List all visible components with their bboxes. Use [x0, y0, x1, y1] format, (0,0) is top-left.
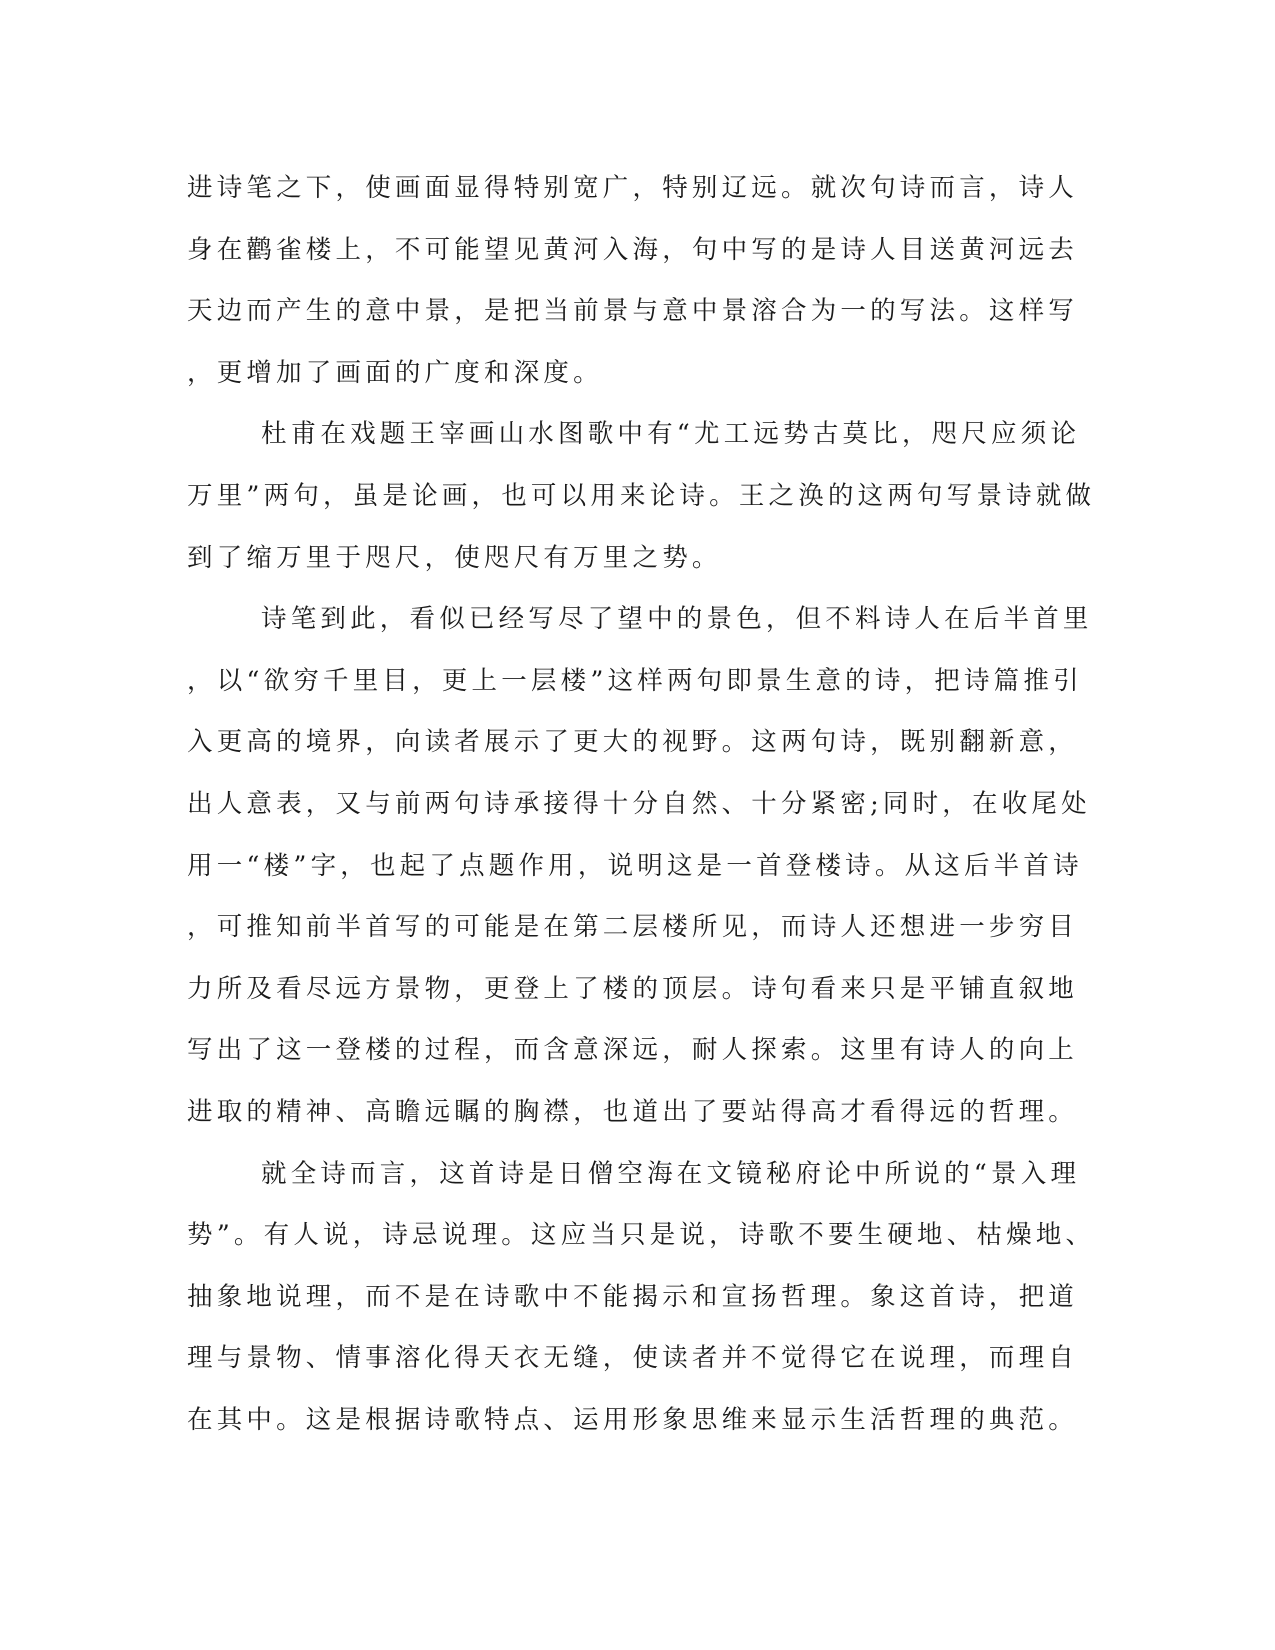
text-line: 抽象地说理，而不是在诗歌中不能揭示和宣扬哲理。象这首诗，把道	[187, 1281, 1079, 1312]
text-line: ，以“欲穷千里目，更上一层楼”这样两句即景生意的诗，把诗篇推引	[187, 665, 1083, 696]
text-line: ，可推知前半首写的可能是在第二层楼所见，而诗人还想进一步穷目	[187, 912, 1079, 943]
text-line: 入更高的境界，向读者展示了更大的视野。这两句诗，既别翻新意，	[187, 727, 1079, 758]
text-line: 理与景物、情事溶化得天衣无缝，使读者并不觉得它在说理，而理自	[187, 1343, 1079, 1374]
text-line: 进取的精神、高瞻远瞩的胸襟，也道出了要站得高才看得远的哲理。	[187, 1096, 1079, 1127]
text-line: 身在鹳雀楼上，不可能望见黄河入海，句中写的是诗人目送黄河远去	[187, 234, 1079, 265]
text-line: 就全诗而言，这首诗是日僧空海在文镜秘府论中所说的“景入理	[261, 1158, 1081, 1189]
text-line: 用一“楼”字，也起了点题作用，说明这是一首登楼诗。从这后半首诗	[187, 850, 1083, 881]
text-line: 势”。有人说，诗忌说理。这应当只是说，诗歌不要生硬地、枯燥地、	[187, 1220, 1096, 1251]
text-line: 杜甫在戏题王宰画山水图歌中有“尤工远势古莫比，咫尺应须论	[261, 419, 1081, 450]
text-line: 到了缩万里于咫尺，使咫尺有万里之势。	[187, 542, 722, 573]
text-line: 万里”两句，虽是论画，也可以用来论诗。王之涣的这两句写景诗就做	[187, 480, 1096, 511]
text-line: 进诗笔之下，使画面显得特别宽广，特别辽远。就次句诗而言，诗人	[187, 173, 1079, 203]
text-line: ，更增加了画面的广度和深度。	[187, 357, 603, 388]
text-line: 天边而产生的意中景，是把当前景与意中景溶合为一的写法。这样写	[187, 296, 1079, 327]
text-line: 在其中。这是根据诗歌特点、运用形象思维来显示生活哲理的典范。	[187, 1404, 1079, 1435]
text-line: 出人意表，又与前两句诗承接得十分自然、十分紧密;同时，在收尾处	[187, 788, 1091, 819]
text-line: 写出了这一登楼的过程，而含意深远，耐人探索。这里有诗人的向上	[187, 1035, 1079, 1066]
document-body	[187, 158, 1096, 1451]
text-line: 诗笔到此，看似已经写尽了望中的景色，但不料诗人在后半首里	[261, 604, 1093, 635]
text-line: 力所及看尽远方景物，更登上了楼的顶层。诗句看来只是平铺直叙地	[187, 973, 1079, 1004]
